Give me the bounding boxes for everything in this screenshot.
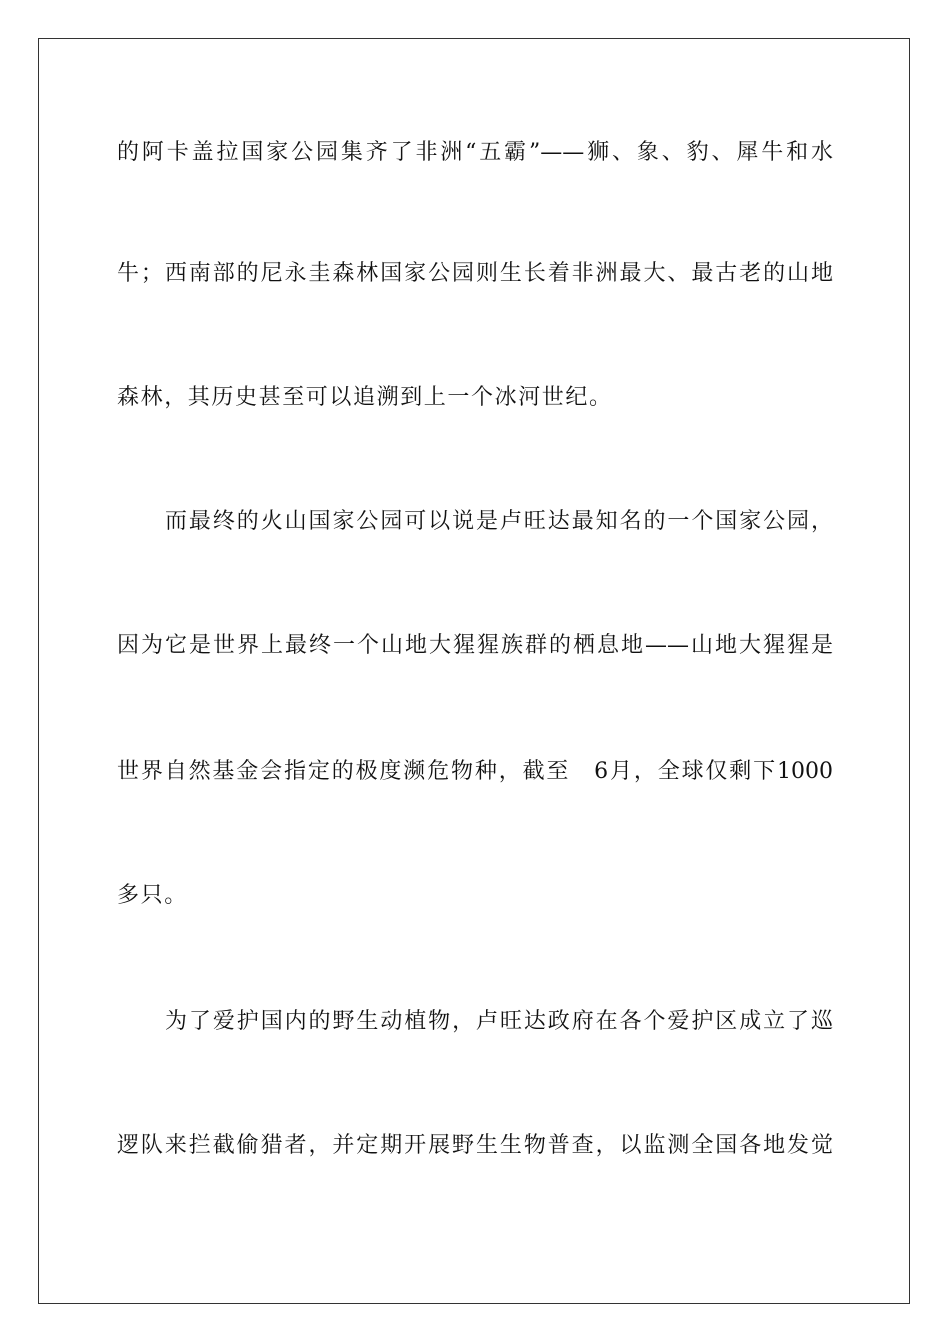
paragraph-line-2: 牛；西南部的尼永圭森林国家公园则生长着非洲最大、最古老的山地 <box>117 261 833 286</box>
paragraph-line-8: 为了爱护国内的野生动植物，卢旺达政府在各个爱护区成立了巡 <box>165 1009 833 1034</box>
page-border <box>38 38 910 1304</box>
paragraph-line-3: 森林，其历史甚至可以追溯到上一个冰河世纪。 <box>117 385 613 410</box>
paragraph-line-1: 的阿卡盖拉国家公园集齐了非洲“五霸”——狮、象、豹、犀牛和水 <box>117 140 833 165</box>
paragraph-line-9: 逻队来拦截偷猎者，并定期开展野生生物普查，以监测全国各地发觉 <box>117 1133 833 1158</box>
paragraph-line-7: 多只。 <box>117 883 188 908</box>
paragraph-line-4: 而最终的火山国家公园可以说是卢旺达最知名的一个国家公园， <box>165 509 833 534</box>
paragraph-line-6: 世界自然基金会指定的极度濒危物种，截至 6月，全球仅剩下1000 <box>117 759 833 784</box>
paragraph-line-5: 因为它是世界上最终一个山地大猩猩族群的栖息地——山地大猩猩是 <box>117 633 833 658</box>
